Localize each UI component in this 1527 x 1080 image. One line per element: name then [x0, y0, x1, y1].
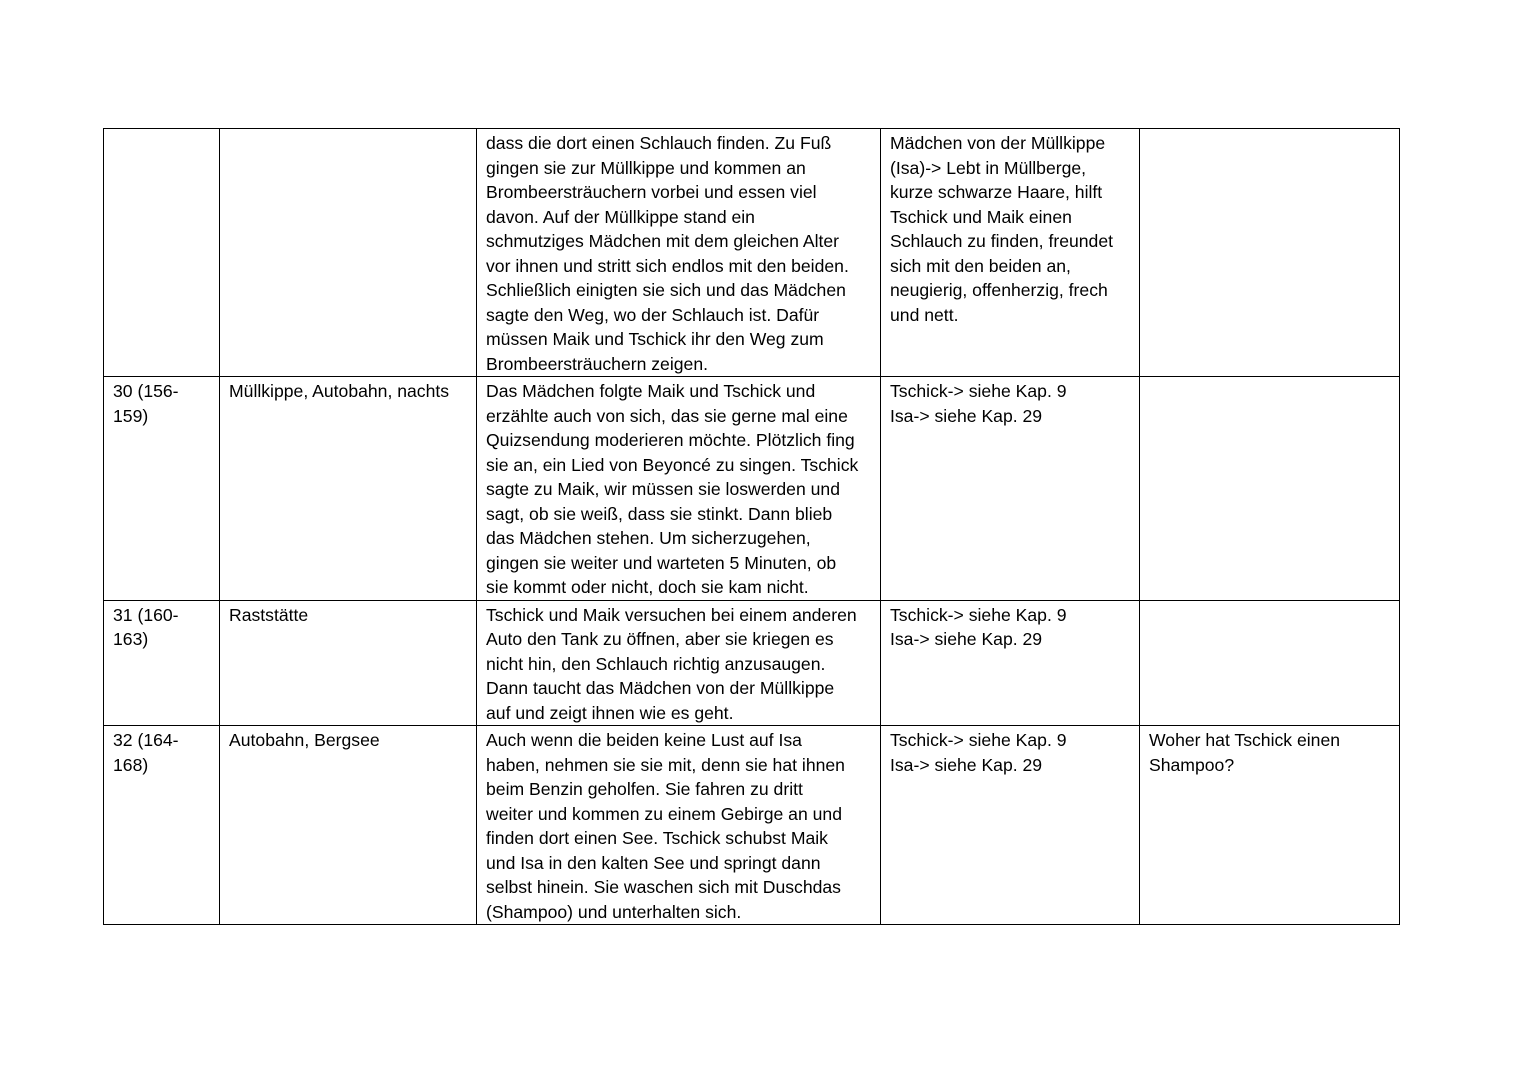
place-cell: Raststätte	[220, 600, 477, 726]
summary-cell: dass die dort einen Schlauch finden. Zu Fuß gingen sie zur Müllkippe und kommen an Brombeersträuchern vorbei und essen viel davon. Auf der Müllkippe stand ein schmutziges Mädchen mit dem gleichen Alter vor ihnen und stritt sich endlos mit den beiden. Schließlich einigten sie sich und das Mädchen sagte den Weg, wo der Schlauch ist. Dafür müssen Maik und Tschick ihr den Weg zum Brombeersträuchern zeigen.	[477, 129, 881, 377]
chapter-cell: 32 (164- 168)	[104, 726, 220, 925]
characters-cell: Tschick-> siehe Kap. 9 Isa-> siehe Kap. 29	[881, 726, 1140, 925]
questions-cell	[1140, 129, 1400, 377]
summary-cell: Auch wenn die beiden keine Lust auf Isa haben, nehmen sie sie mit, denn sie hat ihnen beim Benzin geholfen. Sie fahren zu dritt weiter und kommen zu einem Gebirge an und finden dort einen See. Tschick schubst Maik und Isa in den kalten See und springt dann selbst hinein. Sie waschen sich mit Duschdas (Shampoo) und unterhalten sich.	[477, 726, 881, 925]
chapter-summary-table	[103, 128, 1400, 925]
place-cell: Müllkippe, Autobahn, nachts	[220, 377, 477, 601]
table-row	[104, 377, 1400, 601]
table-row	[104, 600, 1400, 726]
summary-cell: Das Mädchen folgte Maik und Tschick und erzählte auch von sich, das sie gerne mal eine Quizsendung moderieren möchte. Plötzlich fing sie an, ein Lied von Beyoncé zu singen. Tschick sagte zu Maik, wir müssen sie loswerden und sagt, ob sie weiß, dass sie stinkt. Dann blieb das Mädchen stehen. Um sicherzugehen, gingen sie weiter und warteten 5 Minuten, ob sie kommt oder nicht, doch sie kam nicht.	[477, 377, 881, 601]
characters-cell: Tschick-> siehe Kap. 9 Isa-> siehe Kap. 29	[881, 600, 1140, 726]
place-cell	[220, 129, 477, 377]
table-row	[104, 726, 1400, 925]
questions-cell	[1140, 600, 1400, 726]
chapter-cell	[104, 129, 220, 377]
place-cell: Autobahn, Bergsee	[220, 726, 477, 925]
characters-cell: Mädchen von der Müllkippe (Isa)-> Lebt in Müllberge, kurze schwarze Haare, hilft Tschick und Maik einen Schlauch zu finden, freundet sich mit den beiden an, neugierig, offenherzig, frech und nett.	[881, 129, 1140, 377]
chapter-cell: 31 (160- 163)	[104, 600, 220, 726]
questions-cell	[1140, 377, 1400, 601]
summary-cell: Tschick und Maik versuchen bei einem anderen Auto den Tank zu öffnen, aber sie kriegen es nicht hin, den Schlauch richtig anzusaugen. Dann taucht das Mädchen von der Müllkippe auf und zeigt ihnen wie es geht.	[477, 600, 881, 726]
questions-cell: Woher hat Tschick einen Shampoo?	[1140, 726, 1400, 925]
characters-cell: Tschick-> siehe Kap. 9 Isa-> siehe Kap. 29	[881, 377, 1140, 601]
table-row	[104, 129, 1400, 377]
chapter-cell: 30 (156- 159)	[104, 377, 220, 601]
